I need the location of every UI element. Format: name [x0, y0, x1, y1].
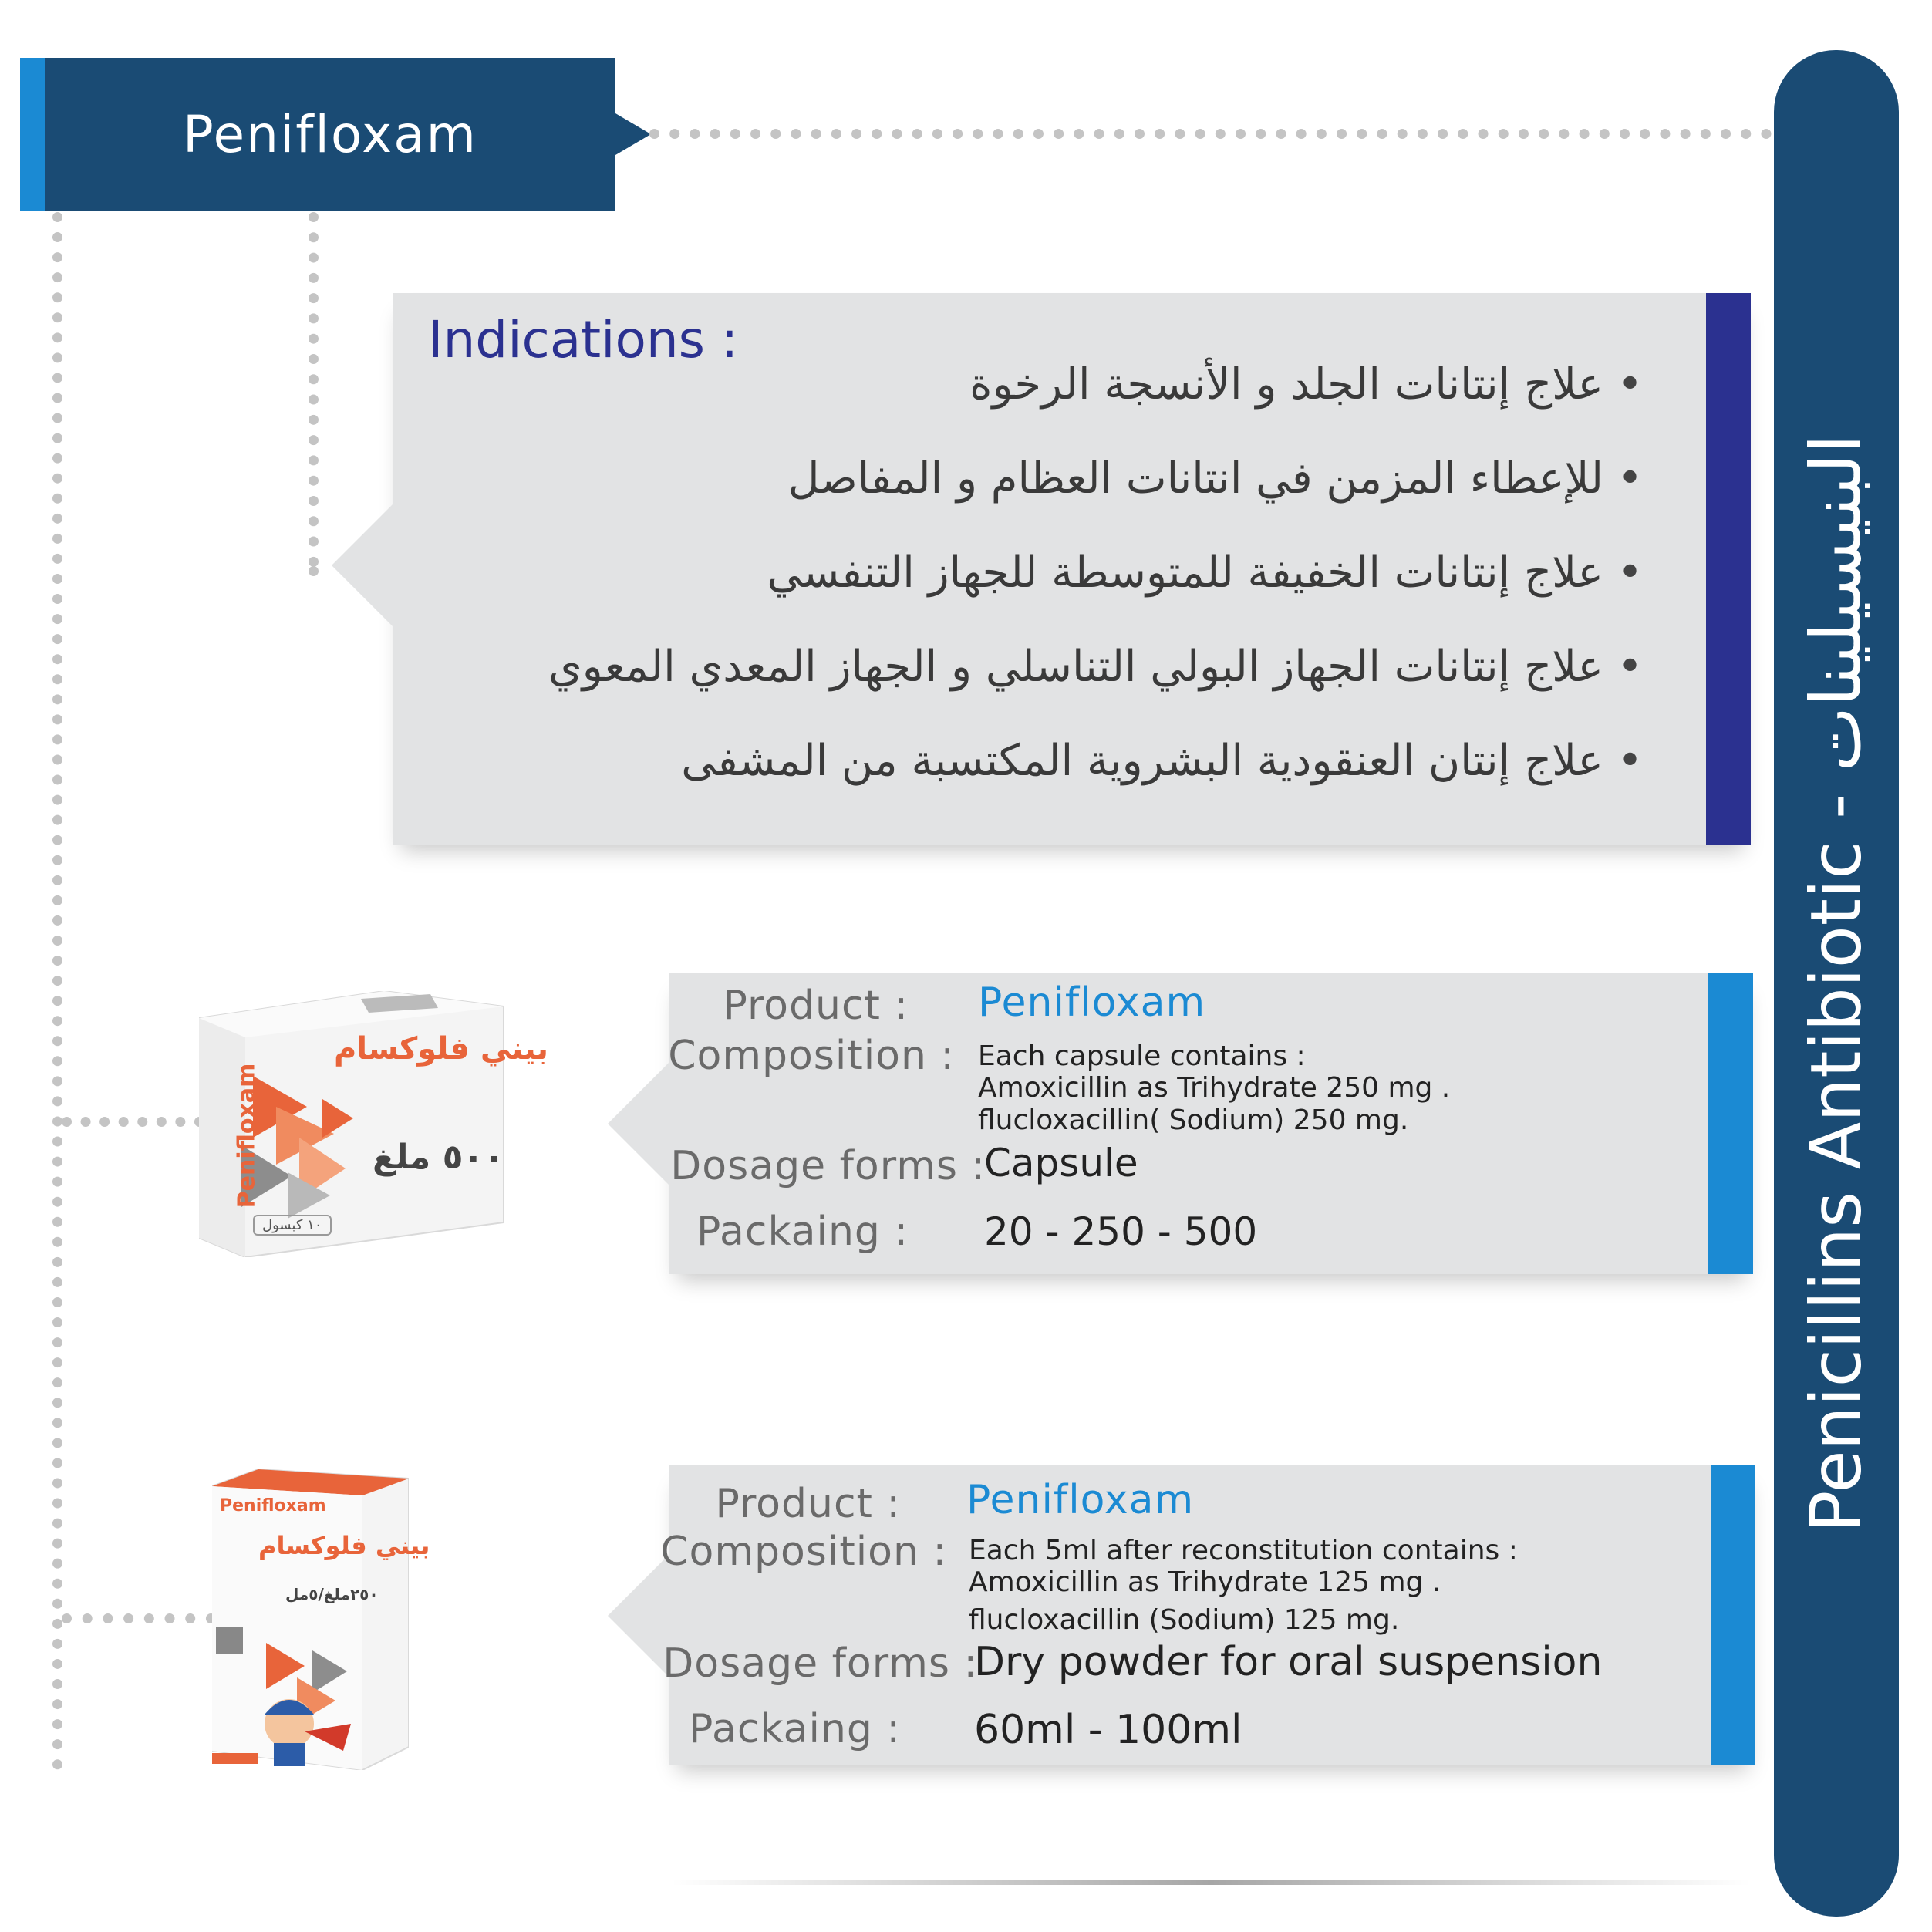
product-name: Penifloxam	[978, 979, 1206, 1026]
indication-item: •علاج إنتانات الجهاز البولي التناسلي و الجهاز المعدي المعوي	[548, 642, 1643, 692]
indication-item: •علاج إنتان العنقودية البشروية المكتسبة من المشفى	[681, 736, 1643, 786]
dotted-connector-left-spine	[52, 212, 62, 1770]
capsule-accent-bar	[1708, 973, 1753, 1274]
suspension-box-brand-ar: بيني فلوكسام	[258, 1531, 430, 1560]
page-title: Penifloxam	[183, 104, 477, 164]
dosage-label: Dosage forms :	[670, 1143, 986, 1189]
indication-item: •للإعطاء المزمن في انتانات العظام و المفاصل	[787, 453, 1643, 504]
indications-heading: Indications :	[428, 310, 739, 369]
capsule-info-panel	[669, 973, 1753, 1274]
product-label: Product :	[723, 983, 909, 1029]
dotted-connector-top	[649, 129, 1772, 139]
packaging-label: Packaing :	[688, 1706, 901, 1752]
indications-accent-bar	[1706, 293, 1751, 845]
dosage-label: Dosage forms :	[663, 1640, 978, 1687]
capsule-box-count: ١٠ كبسول	[253, 1215, 332, 1236]
indication-item: •علاج إنتانات الخفيفة للمتوسطة للجهاز التنفسي	[767, 548, 1643, 598]
dotted-connector-indications	[309, 212, 319, 567]
dosage-value: Capsule	[984, 1141, 1138, 1185]
capsule-box-strength: ٥٠٠ ملغ	[373, 1138, 505, 1177]
composition-label: Composition :	[668, 1033, 955, 1079]
indications-pointer	[332, 504, 393, 627]
product-name: Penifloxam	[966, 1477, 1195, 1523]
dotted-connector-capsule	[62, 1117, 204, 1127]
suspension-box-strength: ٢٥٠ملغ/٥مل	[285, 1585, 379, 1603]
bottom-divider	[671, 1880, 1751, 1885]
category-side-banner	[1774, 50, 1899, 1917]
composition-line: Each capsule contains :	[978, 1040, 1306, 1072]
dotted-connector-indications-tip	[309, 566, 324, 576]
suspension-accent-bar	[1711, 1465, 1755, 1765]
dosage-value: Dry powder for oral suspension	[974, 1639, 1603, 1685]
composition-line: flucloxacillin( Sodium) 250 mg.	[978, 1104, 1409, 1136]
packaging-value: 60ml - 100ml	[974, 1707, 1242, 1753]
capsule-box-brand-ar: بيني فلوكسام	[334, 1031, 548, 1067]
packaging-value: 20 - 250 - 500	[984, 1209, 1258, 1254]
composition-line: Each 5ml after reconstitution contains :	[969, 1535, 1518, 1566]
title-banner	[45, 58, 615, 211]
suspension-box-brand-en: Penifloxam	[220, 1496, 326, 1516]
composition-line: Amoxicillin as Trihydrate 250 mg .	[978, 1072, 1451, 1104]
category-label: Penicillins Antibiotic - البنيسيلينات	[1795, 434, 1877, 1532]
packaging-label: Packaing :	[696, 1209, 909, 1255]
composition-line: flucloxacillin (Sodium) 125 mg.	[969, 1604, 1400, 1636]
indications-list	[548, 338, 1643, 808]
composition-line: Amoxicillin as Trihydrate 125 mg .	[969, 1566, 1441, 1598]
composition-label: Composition :	[660, 1529, 947, 1575]
product-label: Product :	[715, 1481, 901, 1527]
capsule-box-brand-en: Penifloxam	[233, 1063, 261, 1209]
indication-item: •علاج إنتانات الجلد و الأنسجة الرخوة	[969, 359, 1643, 410]
capsule-box-image	[199, 991, 548, 1257]
capsule-panel-pointer	[608, 1062, 669, 1185]
suspension-info-panel	[660, 1465, 1755, 1765]
suspension-box-image	[212, 1469, 430, 1770]
dotted-connector-suspension	[62, 1613, 216, 1623]
indications-panel	[393, 293, 1751, 845]
